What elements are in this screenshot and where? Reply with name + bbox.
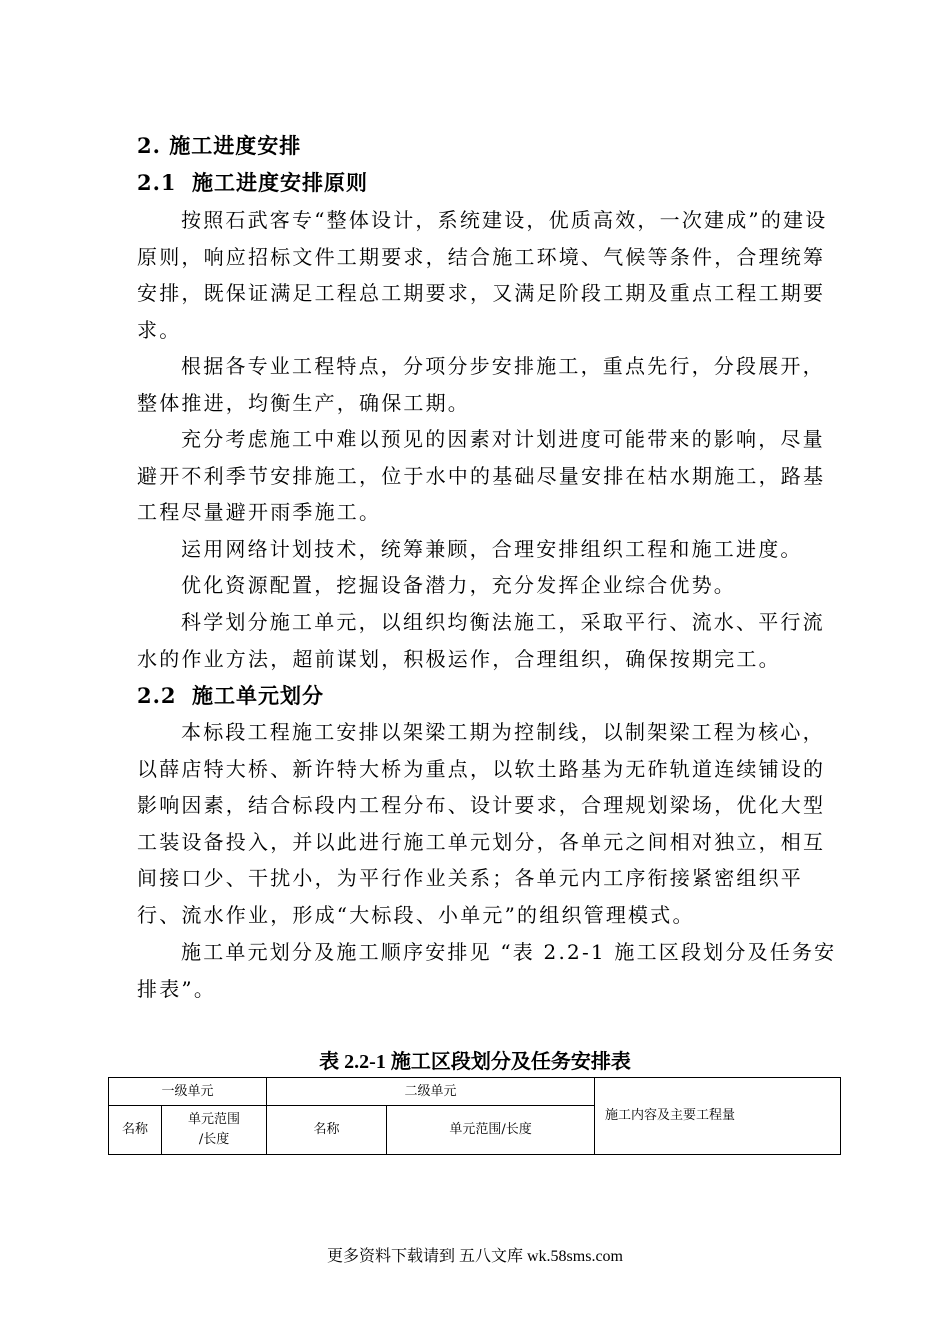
section-2-2-title: 施工单元划分 xyxy=(192,683,324,708)
table-title: 表 2.2-1 施工区段划分及任务安排表 xyxy=(319,1051,631,1073)
header-name-1: 名称 xyxy=(109,1106,162,1155)
header-level2-unit: 二级单元 xyxy=(267,1078,595,1106)
header-name-2: 名称 xyxy=(267,1106,387,1155)
paragraph: 充分考虑施工中难以预见的因素对计划进度可能带来的影响，尽量避开不利季节安排施工，位于水中的基础尽量安排在枯水期施工，路基工程尽量避开雨季施工。 xyxy=(137,427,826,524)
table-header-row xyxy=(109,1078,841,1106)
section-2-heading: 2. 施工进度安排 xyxy=(137,133,302,158)
paragraph: 运用网络计划技术，统筹兼顾，合理安排组织工程和施工进度。 xyxy=(181,537,803,561)
footer-link-text: 更多资料下载请到 五八文库 wk.58sms.com xyxy=(326,1248,623,1265)
header-level1-unit: 一级单元 xyxy=(109,1078,267,1106)
section-2-1-heading xyxy=(137,168,368,198)
section-2-2-heading xyxy=(137,681,324,711)
paragraph: 科学划分施工单元，以组织均衡法施工，采取平行、流水、平行流水的作业方法，超前谋划，积极运作，合理组织，确保按期完工。 xyxy=(137,610,825,671)
paragraph: 按照石武客专“整体设计，系统建设，优质高效，一次建成”的建设原则，响应招标文件工期要求，结合施工环境、气候等条件，合理统筹安排，既保证满足工程总工期要求，又满足阶段工期及重点工程工期要求。 xyxy=(137,208,828,342)
section-2-1-title: 施工进度安排原则 xyxy=(192,170,368,195)
section-2-2-number: 2.2 xyxy=(137,683,177,708)
header-range-2: 单元范围/长度 xyxy=(387,1106,595,1155)
header-range-1-line2: /长度 xyxy=(198,1132,230,1147)
section-2-1-number: 2.1 xyxy=(137,170,177,195)
paragraph: 施工单元划分及施工顺序安排见 “表 2.2-1 施工区段划分及任务安排表”。 xyxy=(137,940,837,1001)
task-allocation-table xyxy=(108,1077,841,1155)
header-content: 施工内容及主要工程量 xyxy=(595,1078,841,1155)
header-range-1-line1: 单元范围 xyxy=(188,1112,241,1127)
header-range-1 xyxy=(162,1106,267,1155)
paragraph: 本标段工程施工安排以架梁工期为控制线，以制架梁工程为核心，以薛店特大桥、新许特大桥为重点，以软土路基为无砟轨道连续铺设的影响因素，结合标段内工程分布、设计要求，合理规划梁场，优化大型工装设备投入，并以此进行施工单元划分，各单元之间相对独立，相互间接口少、干扰小，为平行作业关系；各单元内工序衔接紧密组织平行、流水作业，形成“大标段、小单元”的组织管理模式。 xyxy=(137,720,826,927)
paragraph: 根据各专业工程特点，分项分步安排施工，重点先行，分段展开，整体推进，均衡生产，确保工期。 xyxy=(137,354,825,415)
paragraph: 优化资源配置，挖掘设备潜力，充分发挥企业综合优势。 xyxy=(181,573,736,597)
